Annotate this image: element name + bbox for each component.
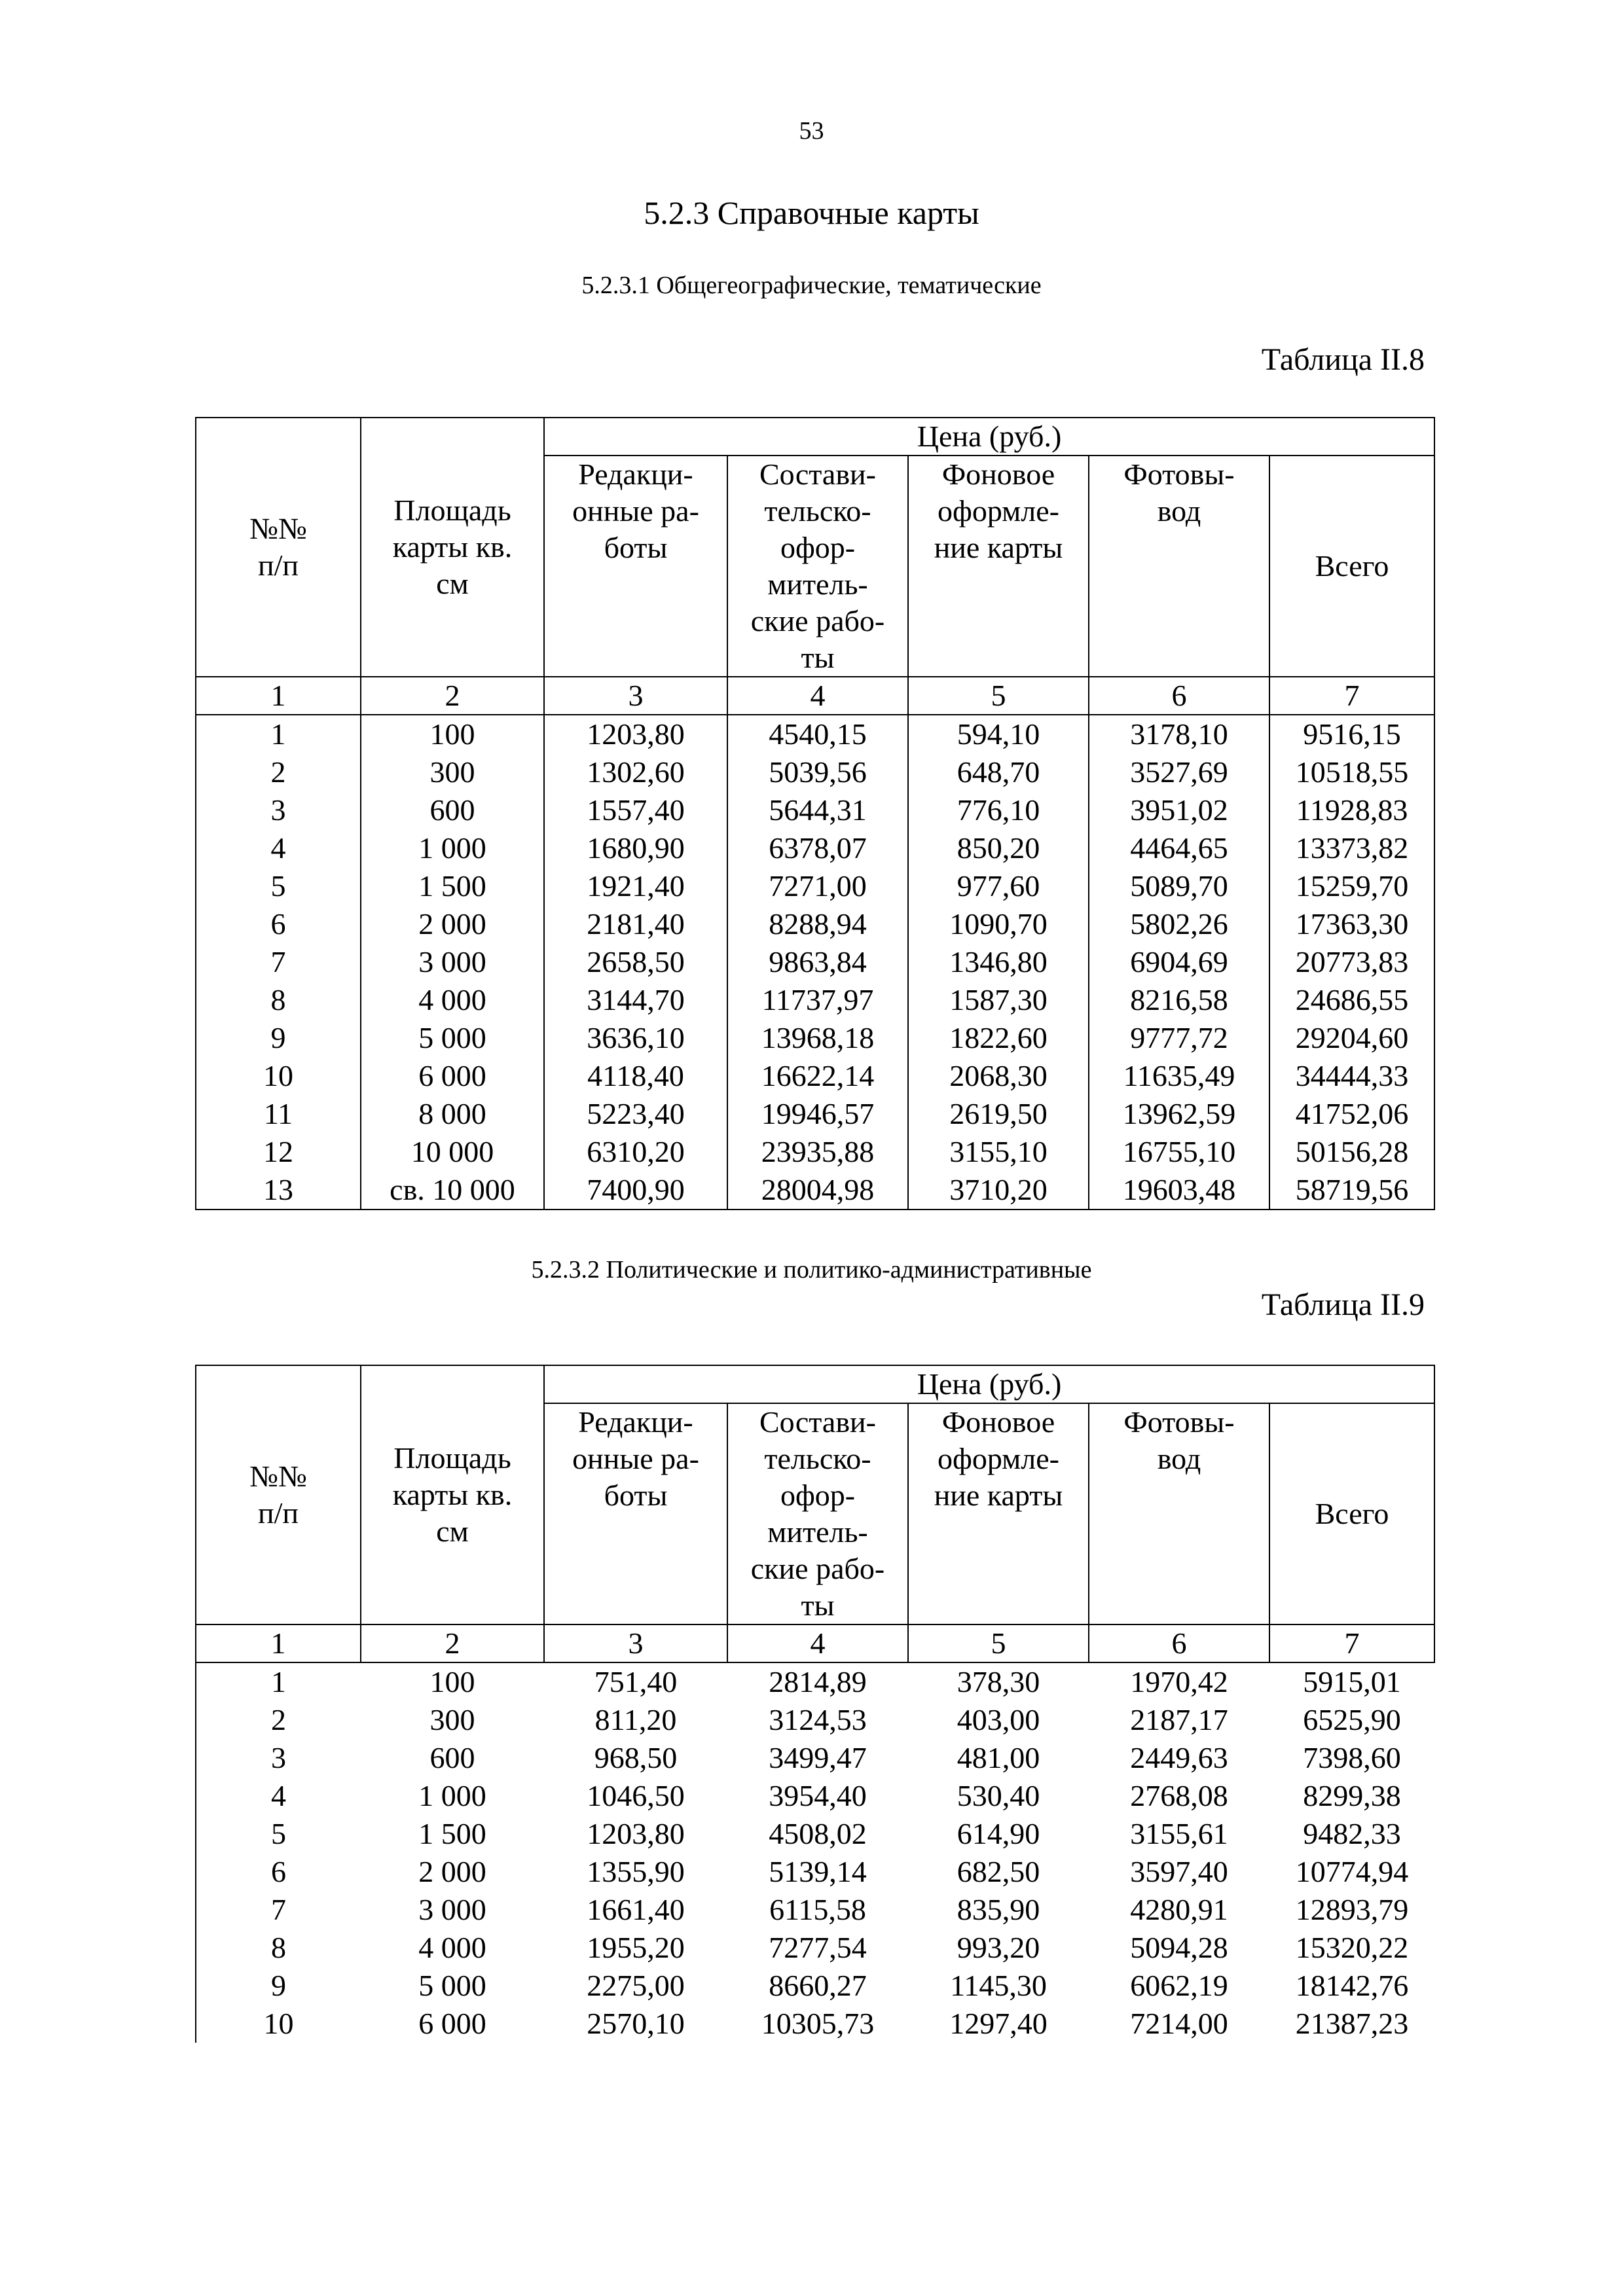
table-cell: 3 000: [361, 943, 544, 981]
table-cell: 50156,28: [1269, 1133, 1434, 1171]
column-number: 6: [1089, 1624, 1269, 1662]
table-body: [196, 1662, 1434, 2043]
table-row: [196, 1929, 1434, 1967]
header-line: см: [436, 1515, 469, 1548]
header-total: Всего: [1269, 1403, 1434, 1624]
table-cell: 58719,56: [1269, 1171, 1434, 1210]
table-cell: 21387,23: [1295, 2007, 1409, 2040]
table-cell: 977,60: [908, 867, 1089, 905]
table-cell: 9: [196, 1967, 361, 2005]
table-cell: 5 000: [361, 1019, 544, 1057]
table-cell: 9516,15: [1269, 715, 1434, 753]
table-cell: 8216,58: [1089, 981, 1269, 1019]
table-cell: 5: [196, 1815, 361, 1853]
header-line: карты кв.: [392, 530, 513, 564]
table-cell: 2068,30: [908, 1057, 1089, 1095]
header-compiling-works: [727, 456, 908, 677]
table-cell: 13968,18: [727, 1019, 908, 1057]
table-cell: 3527,69: [1089, 753, 1269, 791]
column-number: 7: [1269, 1624, 1434, 1662]
table-row: [196, 1171, 1434, 1210]
table-cell: 1: [196, 1662, 361, 1701]
column-number: 1: [196, 1624, 361, 1662]
table-cell: 10: [196, 1057, 361, 1095]
header-line: тельско-: [764, 494, 871, 528]
table-cell: 2 000: [418, 1855, 486, 1888]
table-cell: 17363,30: [1269, 905, 1434, 943]
table-cell: 13962,59: [1089, 1095, 1269, 1133]
table-cell: 1970,42: [1130, 1665, 1228, 1698]
header-line: митель-: [767, 1515, 868, 1549]
header-compiling-works: [727, 1403, 908, 1624]
header-line: Фотовы-: [1123, 457, 1235, 491]
header-area: [361, 1365, 544, 1624]
table-cell: 5915,01: [1303, 1665, 1401, 1698]
table-caption: Таблица II.8: [1261, 342, 1425, 377]
table-cell: 6 000: [418, 2007, 486, 2040]
table-cell: 1 500: [361, 867, 544, 905]
header-line: офор-: [780, 1479, 856, 1512]
table-cell: 4 000: [418, 1931, 486, 1964]
table-cell: 1046,50: [587, 1779, 685, 1812]
column-numbers-row: [196, 677, 1434, 715]
header-line: ние карты: [934, 531, 1063, 564]
table-cell: 7271,00: [727, 867, 908, 905]
table-cell: 3124,53: [769, 1703, 867, 1736]
table-cell: 614,90: [957, 1817, 1040, 1850]
table-cell: 19603,48: [1089, 1171, 1269, 1210]
column-number: 5: [908, 1624, 1089, 1662]
table-cell: 3: [196, 791, 361, 829]
table-cell: 16622,14: [727, 1057, 908, 1095]
header-row-number: [196, 418, 361, 677]
table-cell: 8: [196, 981, 361, 1019]
table-cell: 530,40: [957, 1779, 1040, 1812]
table-cell: 7: [196, 1891, 361, 1929]
table-cell: 10518,55: [1269, 753, 1434, 791]
header-line: см: [436, 567, 469, 600]
header-line: №№: [249, 1460, 307, 1493]
table-cell: 3597,40: [1130, 1855, 1228, 1888]
table-cell: 2: [196, 1701, 361, 1739]
table-cell: 28004,98: [727, 1171, 908, 1210]
table-cell: 2275,00: [587, 1969, 685, 2002]
table-row: [196, 867, 1434, 905]
table-cell: 8: [196, 1929, 361, 1967]
subsection-heading: 5.2.3.1 Общегеографические, тематические: [581, 272, 1042, 299]
table-cell: 5039,56: [727, 753, 908, 791]
table-cell: 5802,26: [1089, 905, 1269, 943]
table-cell: 1355,90: [587, 1855, 685, 1888]
table-cell: 1680,90: [544, 829, 727, 867]
table-cell: 2570,10: [587, 2007, 685, 2040]
table-cell: 29204,60: [1269, 1019, 1434, 1057]
table-cell: 11737,97: [727, 981, 908, 1019]
table-cell: 4280,91: [1130, 1893, 1228, 1926]
table-cell: 1 000: [361, 829, 544, 867]
column-number: 4: [727, 1624, 908, 1662]
table-row: [196, 1815, 1434, 1853]
table-cell: 2449,63: [1130, 1741, 1228, 1774]
table-cell: св. 10 000: [361, 1171, 544, 1210]
column-number: 1: [196, 677, 361, 715]
table-cell: 1297,40: [949, 2007, 1048, 2040]
table-cell: 1955,20: [587, 1931, 685, 1964]
table-cell: 3178,10: [1089, 715, 1269, 753]
table-cell: 600: [429, 1741, 475, 1774]
table-cell: 1822,60: [908, 1019, 1089, 1057]
table-cell: 24686,55: [1269, 981, 1434, 1019]
table-cell: 2181,40: [544, 905, 727, 943]
header-line: онные ра-: [572, 1442, 699, 1475]
header-line: №№: [249, 512, 307, 545]
table-cell: 3710,20: [908, 1171, 1089, 1210]
table-cell: 3951,02: [1089, 791, 1269, 829]
table-cell: 1090,70: [908, 905, 1089, 943]
table-row: [196, 715, 1434, 753]
column-number: 4: [727, 677, 908, 715]
table-cell: 9863,84: [727, 943, 908, 981]
table-cell: 9482,33: [1303, 1817, 1401, 1850]
table-cell: 8299,38: [1303, 1779, 1401, 1812]
table-cell: 2814,89: [769, 1665, 867, 1698]
table-cell: 16755,10: [1089, 1133, 1269, 1171]
header-line: ские рабо-: [750, 1552, 885, 1585]
page-number: 53: [799, 117, 824, 145]
header-row-number: [196, 1365, 361, 1624]
header-line: карты кв.: [392, 1478, 513, 1511]
table-cell: 2619,50: [908, 1095, 1089, 1133]
table-row: [196, 1019, 1434, 1057]
table-cell: 1557,40: [544, 791, 727, 829]
table-cell: 5: [196, 867, 361, 905]
table-cell: 481,00: [957, 1741, 1040, 1774]
header-line: Состави-: [759, 1405, 876, 1439]
table-cell: 6378,07: [727, 829, 908, 867]
table-cell: 11: [196, 1095, 361, 1133]
header-area: [361, 418, 544, 677]
column-number: 2: [361, 677, 544, 715]
table-cell: 10 000: [361, 1133, 544, 1171]
table-cell: 4508,02: [769, 1817, 867, 1850]
table-cell: 13373,82: [1269, 829, 1434, 867]
table-cell: 6904,69: [1089, 943, 1269, 981]
table-cell: 6: [196, 905, 361, 943]
table-cell: 7214,00: [1130, 2007, 1228, 2040]
table-cell: 5 000: [418, 1969, 486, 2002]
column-number: 5: [908, 677, 1089, 715]
table-cell: 6062,19: [1130, 1969, 1228, 2002]
header-photo-output: [1089, 456, 1269, 677]
header-line: митель-: [767, 567, 868, 601]
table-cell: 4118,40: [544, 1057, 727, 1095]
section-title: 5.2.3 Справочные карты: [644, 194, 979, 231]
table-cell: 12: [196, 1133, 361, 1171]
table-cell: 751,40: [594, 1665, 678, 1698]
table-cell: 6: [196, 1853, 361, 1891]
table-cell: 5223,40: [544, 1095, 727, 1133]
table-cell: 2 000: [361, 905, 544, 943]
table-row: [196, 1739, 1434, 1777]
header-line: Площадь: [393, 1441, 511, 1475]
price-table-political: [195, 1365, 1435, 2043]
table-row: [196, 1967, 1434, 2005]
table-row: [196, 1095, 1434, 1133]
table-row: [196, 943, 1434, 981]
table-cell: 10774,94: [1295, 1855, 1409, 1888]
header-line: офор-: [780, 531, 856, 564]
column-number: 3: [544, 677, 727, 715]
table-cell: 10305,73: [761, 2007, 875, 2040]
table-row: [196, 2005, 1434, 2043]
table-cell: 13: [196, 1171, 361, 1210]
table-row: [196, 1133, 1434, 1171]
column-number: 2: [361, 1624, 544, 1662]
table-cell: 2768,08: [1130, 1779, 1228, 1812]
table-cell: 4464,65: [1089, 829, 1269, 867]
table-cell: 8660,27: [769, 1969, 867, 2002]
table-cell: 5089,70: [1089, 867, 1269, 905]
header-background-design: [908, 1403, 1089, 1624]
header-price-group: Цена (руб.): [544, 1365, 1434, 1403]
header-line: Площадь: [393, 493, 511, 527]
table-cell: 18142,76: [1295, 1969, 1409, 2002]
table-cell: 776,10: [908, 791, 1089, 829]
column-number: 3: [544, 1624, 727, 1662]
header-line: п/п: [257, 548, 299, 582]
table-cell: 23935,88: [727, 1133, 908, 1171]
table-cell: 3954,40: [769, 1779, 867, 1812]
table-cell: 1346,80: [908, 943, 1089, 981]
header-line: Редакци-: [578, 1405, 693, 1439]
header-editorial-works: [544, 1403, 727, 1624]
column-numbers-row: [196, 1624, 1434, 1662]
header-line: п/п: [257, 1496, 299, 1530]
table-cell: 648,70: [908, 753, 1089, 791]
header-line: Фоновое: [941, 457, 1055, 491]
header-line: Состави-: [759, 457, 876, 491]
table-row: [196, 753, 1434, 791]
table-row: [196, 1853, 1434, 1891]
table-cell: 9777,72: [1089, 1019, 1269, 1057]
table-cell: 300: [361, 753, 544, 791]
table-cell: 3: [196, 1739, 361, 1777]
table-cell: 15320,22: [1295, 1931, 1409, 1964]
table-cell: 1587,30: [908, 981, 1089, 1019]
column-number: 7: [1269, 677, 1434, 715]
table-cell: 34444,33: [1269, 1057, 1434, 1095]
header-editorial-works: [544, 456, 727, 677]
table-cell: 3499,47: [769, 1741, 867, 1774]
header-line: ние карты: [934, 1479, 1063, 1512]
table-cell: 835,90: [957, 1893, 1040, 1926]
header-line: онные ра-: [572, 494, 699, 528]
table-cell: 3144,70: [544, 981, 727, 1019]
table-cell: 9: [196, 1019, 361, 1057]
table-cell: 6115,58: [769, 1893, 866, 1926]
table-cell: 3155,61: [1130, 1817, 1228, 1850]
header-line: вод: [1157, 494, 1201, 528]
table-cell: 600: [361, 791, 544, 829]
table-cell: 2: [196, 753, 361, 791]
table-caption: Таблица II.9: [1261, 1287, 1425, 1322]
table-cell: 6310,20: [544, 1133, 727, 1171]
table-cell: 7398,60: [1303, 1741, 1401, 1774]
table-cell: 682,50: [957, 1855, 1040, 1888]
table-row: [196, 829, 1434, 867]
table-cell: 19946,57: [727, 1095, 908, 1133]
table-row: [196, 981, 1434, 1019]
table-cell: 100: [361, 715, 544, 753]
table-cell: 1 500: [418, 1817, 486, 1850]
table-cell: 5094,28: [1130, 1931, 1228, 1964]
table-cell: 1203,80: [587, 1817, 685, 1850]
table-cell: 41752,06: [1269, 1095, 1434, 1133]
table-cell: 993,20: [957, 1931, 1040, 1964]
header-price-group: Цена (руб.): [544, 418, 1434, 456]
table-cell: 811,20: [594, 1703, 677, 1736]
price-table-general: [195, 417, 1435, 1210]
table-row: [196, 1701, 1434, 1739]
header-line: боты: [604, 531, 668, 564]
table-cell: 100: [429, 1665, 475, 1698]
table-cell: 8 000: [361, 1095, 544, 1133]
table-row: [196, 791, 1434, 829]
header-line: оформле-: [938, 494, 1059, 528]
table-body: [196, 715, 1434, 1210]
table-cell: 1145,30: [950, 1969, 1047, 2002]
table-cell: 594,10: [908, 715, 1089, 753]
header-photo-output: [1089, 1403, 1269, 1624]
table-cell: 403,00: [957, 1703, 1040, 1736]
table-cell: 378,30: [957, 1665, 1040, 1698]
table-cell: 4: [196, 829, 361, 867]
table-cell: 20773,83: [1269, 943, 1434, 981]
table-cell: 1: [196, 715, 361, 753]
table-cell: 850,20: [908, 829, 1089, 867]
header-line: ты: [801, 641, 835, 674]
table-cell: 4: [196, 1777, 361, 1815]
subsection-heading: 5.2.3.2 Политические и политико-административные: [531, 1256, 1092, 1283]
table-cell: 10: [196, 2005, 361, 2043]
header-total: Всего: [1269, 456, 1434, 677]
table-row: [196, 1777, 1434, 1815]
table-cell: 968,50: [594, 1741, 678, 1774]
header-background-design: [908, 456, 1089, 677]
table-cell: 12893,79: [1295, 1893, 1409, 1926]
table-cell: 300: [429, 1703, 475, 1736]
header-line: вод: [1157, 1442, 1201, 1475]
table-cell: 5139,14: [769, 1855, 867, 1888]
table-cell: 1921,40: [544, 867, 727, 905]
table-row: [196, 1891, 1434, 1929]
header-line: Фоновое: [941, 1405, 1055, 1439]
table-cell: 3636,10: [544, 1019, 727, 1057]
table-cell: 3 000: [418, 1893, 486, 1926]
table-cell: 7277,54: [769, 1931, 867, 1964]
header-line: Фотовы-: [1123, 1405, 1235, 1439]
table-cell: 1203,80: [544, 715, 727, 753]
table-cell: 15259,70: [1269, 867, 1434, 905]
table-cell: 8288,94: [727, 905, 908, 943]
table-cell: 7: [196, 943, 361, 981]
table-cell: 1661,40: [587, 1893, 685, 1926]
table-row: [196, 1057, 1434, 1095]
header-line: боты: [604, 1479, 668, 1512]
table-cell: 5644,31: [727, 791, 908, 829]
table-cell: 4 000: [361, 981, 544, 1019]
table-row: [196, 905, 1434, 943]
column-number: 6: [1089, 677, 1269, 715]
table-cell: 11928,83: [1269, 791, 1434, 829]
table-row: [196, 1662, 1434, 1701]
header-line: ты: [801, 1588, 835, 1622]
table-cell: 11635,49: [1089, 1057, 1269, 1095]
header-line: тельско-: [764, 1442, 871, 1475]
table-cell: 6 000: [361, 1057, 544, 1095]
table-cell: 6525,90: [1303, 1703, 1401, 1736]
header-line: ские рабо-: [750, 604, 885, 637]
table-cell: 1 000: [418, 1779, 486, 1812]
header-line: оформле-: [938, 1442, 1059, 1475]
table-cell: 4540,15: [727, 715, 908, 753]
header-line: Редакци-: [578, 457, 693, 491]
table-cell: 1302,60: [544, 753, 727, 791]
table-cell: 2187,17: [1130, 1703, 1228, 1736]
table-cell: 3155,10: [908, 1133, 1089, 1171]
table-cell: 7400,90: [544, 1171, 727, 1210]
table-cell: 2658,50: [544, 943, 727, 981]
